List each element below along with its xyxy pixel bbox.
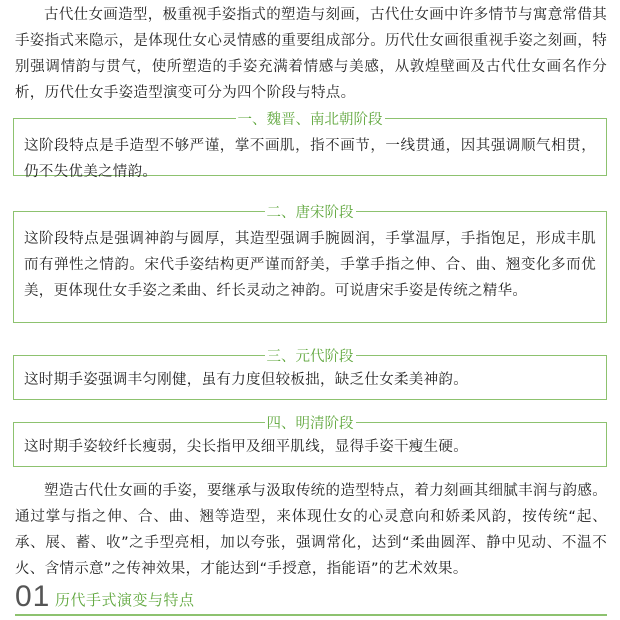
section-underline [15, 614, 607, 616]
stage-description: 这时期手姿较纤长瘦弱，尖长指甲及细平肌线，显得手姿干瘦生硬。 [24, 439, 468, 455]
intro-paragraph: 古代仕女画造型，极重视手姿指式的塑造与刻画，古代仕女画中许多情节与寓意常借其手姿指式来隐示，是体现仕女心灵情感的重要组成部分。历代仕女画很重视手姿之刻画，特别强调情韵与贯气，使所塑造的手姿充满着情感与美感，从敦煌壁画及古代仕女画名作分析，历代仕女手姿造型演变可分为四个阶段与特点。 [15, 7, 607, 101]
title-rule-left [190, 118, 236, 119]
stage-title: 四、明清阶段 [265, 412, 356, 433]
stage-box-yuan [13, 348, 607, 400]
title-rule-right [356, 422, 402, 423]
stage-title: 三、元代阶段 [265, 345, 356, 366]
title-rule-left [219, 211, 265, 212]
title-rule-right [356, 211, 402, 212]
stage-description: 这阶段特点是强调神韵与圆厚，其造型强调手腕圆润，手掌温厚，手指饱足，形成丰肌而有弹性之情韵。宋代手姿结构更严谨而舒美，手掌手指之伸、合、曲、翘变化多而优美，更体现仕女手姿之柔曲、纤长灵动之神韵。可说唐宋手姿是传统之精华。 [24, 231, 596, 299]
stage-title: 二、唐宋阶段 [265, 201, 356, 222]
stage-title-bar [14, 108, 606, 128]
title-rule-right [385, 118, 431, 119]
stage-title: 一、魏晋、南北朝阶段 [236, 108, 385, 129]
stage-description: 这时期手姿强调丰匀刚健，虽有力度但较板拙，缺乏仕女柔美神韵。 [24, 372, 468, 388]
conclusion-paragraph: 塑造古代仕女画的手姿，要继承与汲取传统的造型特点，着力刻画其细腻丰润与韵感。通过掌与指之伸、合、曲、翘等造型，来体现仕女的心灵意向和娇柔风韵，按传统“起、承、展、蓄、收”之手型亮相，加以夸张，强调常化，达到“柔曲圆浑、静中见动、不温不火、含情示意”之传神效果，才能达到“手授意，指能语”的艺术效果。 [15, 483, 607, 577]
stage-description: 这阶段特点是手造型不够严谨，掌不画肌，指不画节，一线贯通，因其强调顺气相贯，仍不失优美之情韵。 [24, 138, 596, 180]
stage-title-bar [14, 201, 606, 221]
title-rule-left [219, 355, 265, 356]
section-number: 01 [15, 580, 51, 613]
title-rule-right [356, 355, 402, 356]
stage-title-bar [14, 345, 606, 365]
stage-box-tang-song [13, 204, 607, 323]
section-title: 历代手式演变与特点 [55, 591, 195, 609]
stage-box-wei-jin [13, 111, 607, 180]
section-heading [15, 582, 607, 616]
title-rule-left [219, 422, 265, 423]
stage-title-bar [14, 412, 606, 432]
stage-box-ming-qing [13, 415, 607, 467]
